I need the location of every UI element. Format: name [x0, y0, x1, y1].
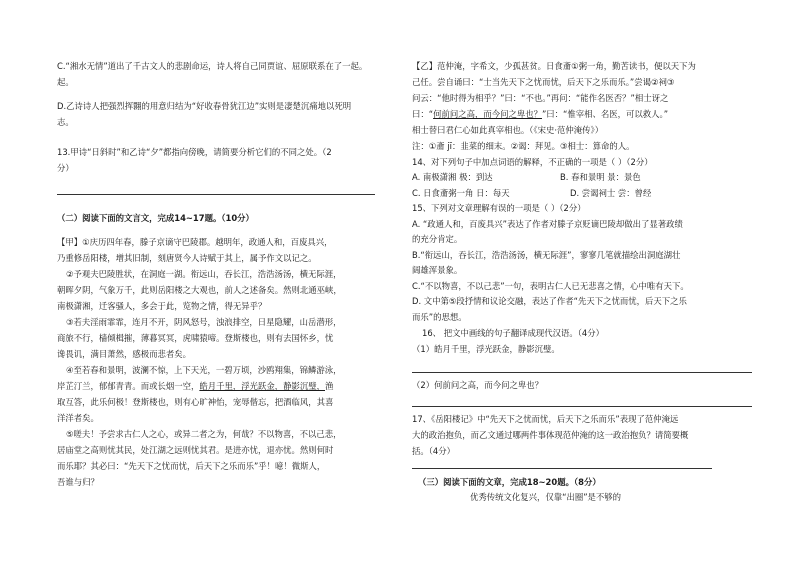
option-c-line1: C.“湘水无情”道出了千古文人的悲剧命运，诗人将自己同贾谊、屈原联系在了一起。	[57, 61, 368, 71]
question-13-line2: 分）	[57, 163, 74, 173]
question-13-line1: 13.甲诗“日斜时”和乙诗“夕”都指向傍晚，请简要分析它们的不同之处。（2	[57, 147, 332, 157]
jia-line: 居庙堂之高则忧其民，处江湖之远则忧其君。是进亦忧，退亦忧。然则何时	[57, 445, 334, 455]
question-16: 16、 把文中画线的句子翻译成现代汉语。（4分）	[422, 328, 604, 338]
option-d-line2: 志。	[57, 117, 74, 127]
q14-option-b: B. 春和景明 景：景色	[560, 172, 641, 182]
answer-line	[412, 468, 712, 469]
jia-line: 而乐耶？其必曰：“先天下之忧而忧，后天下之乐而乐”乎！噫！微斯人，	[57, 461, 326, 471]
question-17: 大的政治抱负，而乙文通过哪两件事体现范仲淹的这一政治抱负？请简要概	[412, 430, 689, 440]
jia-line: ③若夫淫雨霏霏，连月不开，阴风怒号，浊浪排空，日星隐耀，山岳潜形，	[66, 317, 342, 327]
q15-option-d: 而乐”的思想。	[412, 312, 467, 322]
question-14: 14、对下列句子中加点词语的解释，不正确的一项是（ ）（2分）	[412, 157, 653, 167]
jia-line: 朝晖夕阴，气象万千，此则岳阳楼之大观也，前人之述备矣。然则北通巫峡，	[57, 285, 342, 295]
q15-option-a: 的充分肯定。	[412, 234, 463, 244]
question-17: 17、《岳阳楼记》中“先天下之忧而忧，后天下之乐而乐”表现了范仲淹远	[412, 414, 679, 424]
answer-line	[412, 372, 752, 373]
jia-line: 【甲】①庆历四年春，滕子京谪守巴陵郡。越明年，政通人和，百废具兴，	[57, 237, 333, 247]
q15-option-d: D. 文中第⑤段抒情和议论交融，表达了作者“先天下之忧而忧，后天下之乐	[412, 296, 687, 306]
jia-line: 乃重修岳阳楼，增其旧制，刻唐贤今人诗赋于其上，属予作文以记之。	[57, 253, 317, 263]
option-d-line1: D.乙诗诗人把强烈挥翾的用意归结为“好收春骨犹江边”实则是凄楚沉痛地以死明	[57, 101, 352, 111]
answer-line	[412, 406, 752, 407]
jia-line: 商旅不行，樯倾楫摧，薄暮冥冥，虎啸猿啼。登斯楼也，则有去国怀乡，忧	[57, 333, 334, 343]
q15-option-b: 阔雄浑景象。	[412, 265, 463, 275]
jia-line: 洋洋者矣。	[57, 413, 99, 423]
underlined-sentence-2: 何前问之高，而今问之卑也？	[433, 109, 542, 119]
jia-line: ④至若春和景明，波澜不惊，上下天光，一碧万顷，沙鸥翔集，锦鳞游泳，	[66, 365, 342, 375]
q14-option-d: D. 尝谒祠士 尝：曾经	[570, 188, 652, 198]
notes: 注：①齑 jī：韭菜的细末。②谒：拜见。③相士：算命的人。	[412, 141, 635, 151]
q15-option-a: A. “政通人和，百废具兴”表达了作者对滕子京贬谪巴陵却做出了显著政绩	[412, 219, 683, 229]
jia-line: 南极潇湘，迁客骚人，多会于此，览物之情，得无异乎？	[57, 301, 267, 311]
q14-option-a: A. 南极潇湘 极：到达	[412, 172, 493, 182]
underlined-sentence-1: 皓月千里，浮光跃金，静影沉璧，	[199, 381, 325, 391]
yi-line: 曰：“何前问之高，而今问之卑也？”曰：“惟宰相、名医，可以救人。”	[412, 109, 669, 119]
jia-line: 吾谁与归？	[57, 477, 99, 487]
jia-line: 谗畏讥，满目萧然，感极而悲者矣。	[57, 349, 191, 359]
jia-line: 取互答，此乐何极！登斯楼也，则有心旷神怡，宠辱偕忘，把酒临风，其喜	[57, 397, 334, 407]
question-17: 括。（4分）	[412, 446, 456, 456]
jia-line: ⑤嗟夫！予尝求古仁人之心，或异二者之为，何哉？不以物喜，不以己悲，	[66, 429, 342, 439]
question-15: 15、下列对文章理解有误的一项是（ ）（2分）	[412, 203, 586, 213]
section-3-title: （三）阅读下面的文章，完成18~20题。（8分）	[418, 477, 601, 487]
yi-line: 【乙】范仲淹，字希文，少孤甚贫。日食齑①粥一角，勤苦读书，便以天下为	[412, 61, 696, 71]
jia-line: ②予观夫巴陵胜状，在洞庭一湖。衔远山，吞长江，浩浩汤汤，横无际涯，	[66, 269, 342, 279]
section-2-title: （二）阅读下面的文言文，完成14~17题。（10分）	[57, 213, 254, 223]
answer-line	[57, 194, 375, 195]
yi-line: 问云：“他时得为相乎？”曰：“不也。”再问：“能作名医否？”相士讶之	[412, 93, 669, 103]
yi-line: 己任。尝自诵曰：“士当先天下之忧而忧，后天下之乐而乐。”尝谒②祠③	[412, 77, 675, 87]
q15-option-c: C.“不以物喜，不以己悲”一句，表明古仁人已无悲喜之情，心中唯有天下。	[412, 281, 689, 291]
q14-option-c: C. 日食齑粥一角 日：每天	[412, 188, 510, 198]
option-c-line2: 起。	[57, 77, 74, 87]
yi-line: 相士替曰君仁心如此真宰相也。（《宋史·范仲淹传》）	[412, 125, 604, 135]
q16-sentence-1: （1）皓月千里，浮光跃金，静影沉璧。	[412, 344, 560, 354]
q15-option-b: B.“衔远山，吞长江，浩浩汤汤，横无际涯”，寥寥几笔就描绘出洞庭湖壮	[412, 250, 681, 260]
q16-sentence-2: （2）何前问之高，而今问之卑也？	[412, 380, 543, 390]
article-title: 优秀传统文化复兴，仅靠“出圈”是不够的	[470, 492, 622, 502]
jia-line: 岸芷汀兰，郁郁青青。而或长烟一空，皓月千里，浮光跃金，静影沉璧，渔	[57, 381, 334, 391]
